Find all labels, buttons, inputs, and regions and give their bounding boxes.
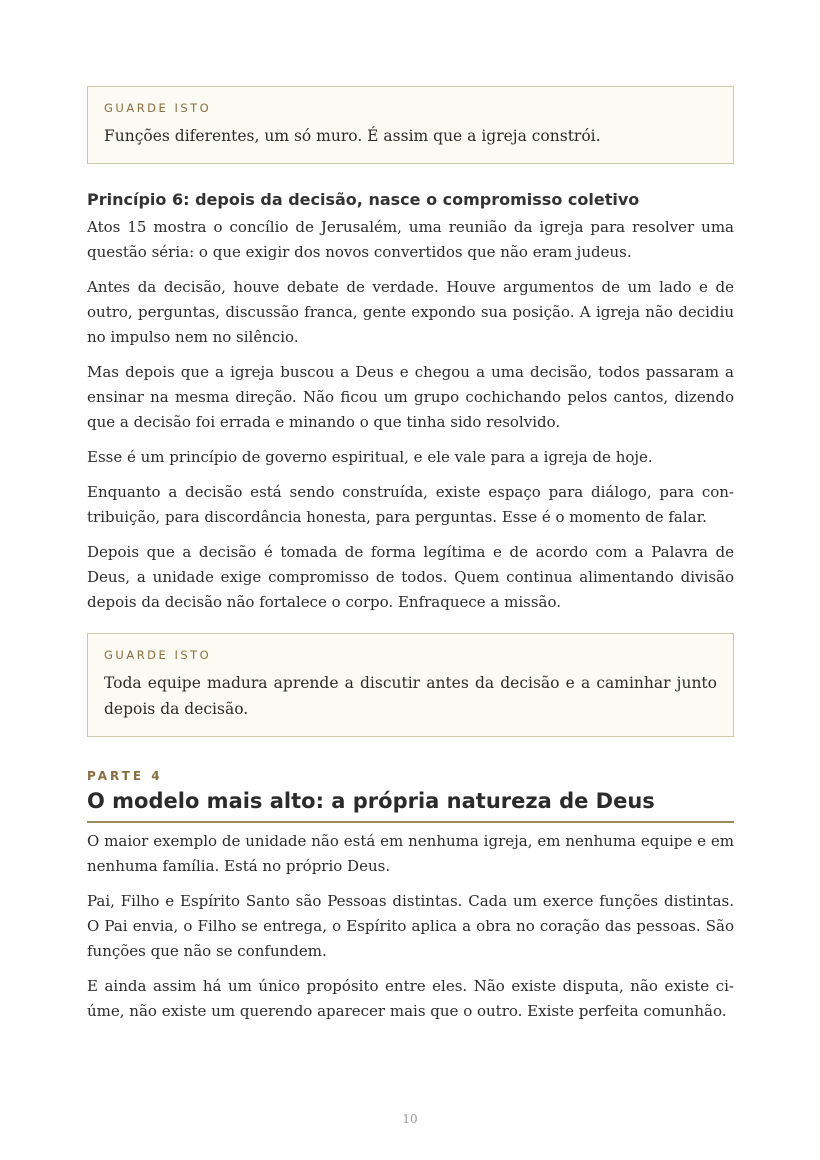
paragraph: Esse é um princípio de governo espiritual, e ele vale para a igreja de hoje. bbox=[87, 448, 653, 466]
callout-text: Toda equipe madura aprende a discutir antes da decisão e a caminhar junto depois da decisão. bbox=[104, 674, 717, 718]
callout-label: GUARDE ISTO bbox=[104, 648, 212, 662]
paragraph: Pai, Filho e Espírito Santo são Pessoas distintas. Cada um exerce funções distintas. O Pai envia, o Filho se entrega, o Espírito aplica a obra no coração das pessoas. São funções que não se confundem. bbox=[87, 892, 734, 960]
part-label: PARTE 4 bbox=[87, 769, 163, 783]
page-number: 10 bbox=[402, 1112, 418, 1126]
principle-heading: Princípio 6: depois da decisão, nasce o compromisso coletivo bbox=[87, 190, 640, 209]
paragraph: Mas depois que a igreja buscou a Deus e chegou a uma decisão, todos passaram a ensinar na mesma direção. Não ficou um grupo cochichando pelos cantos, dizendo que a decisão foi errada e minando o que tinha sido resolvido. bbox=[87, 363, 734, 431]
callout-box bbox=[87, 86, 734, 164]
paragraph: Antes da decisão, houve debate de verdade. Houve argumentos de um lado e de outro, perguntas, discussão franca, gente expondo sua posição. A igreja não decidiu no impulso nem no silêncio. bbox=[87, 278, 734, 346]
paragraph: Atos 15 mostra o concílio de Jerusalém, uma reunião da igreja para resolver uma questão séria: o que exigir dos novos convertidos que não eram judeus. bbox=[87, 218, 734, 261]
page-content bbox=[87, 86, 734, 1034]
callout-box bbox=[87, 633, 734, 737]
paragraph: E ainda assim há um único propósito entre eles. Não existe disputa, não existe ciúme, não existe um querendo aparecer mais que o outro. Existe perfeita comunhão. bbox=[87, 977, 734, 1020]
paragraph: Depois que a decisão é tomada de forma legítima e de acordo com a Palavra de Deus, a unidade exige compromisso de todos. Quem continua alimentando divisão depois da decisão não fortalece o corpo. Enfraquece a missão. bbox=[87, 543, 734, 611]
paragraph: Enquanto a decisão está sendo construída, existe espaço para diálogo, para contribuição, para discordância honesta, para perguntas. Esse é o momento de falar. bbox=[87, 483, 734, 526]
callout-label: GUARDE ISTO bbox=[104, 101, 212, 115]
paragraph: O maior exemplo de unidade não está em nenhuma igreja, em nenhuma equipe e em nenhuma família. Está no próprio Deus. bbox=[87, 832, 734, 875]
callout-text: Funções diferentes, um só muro. É assim que a igreja constrói. bbox=[104, 127, 601, 145]
section-title: O modelo mais alto: a própria natureza de Deus bbox=[87, 789, 734, 823]
